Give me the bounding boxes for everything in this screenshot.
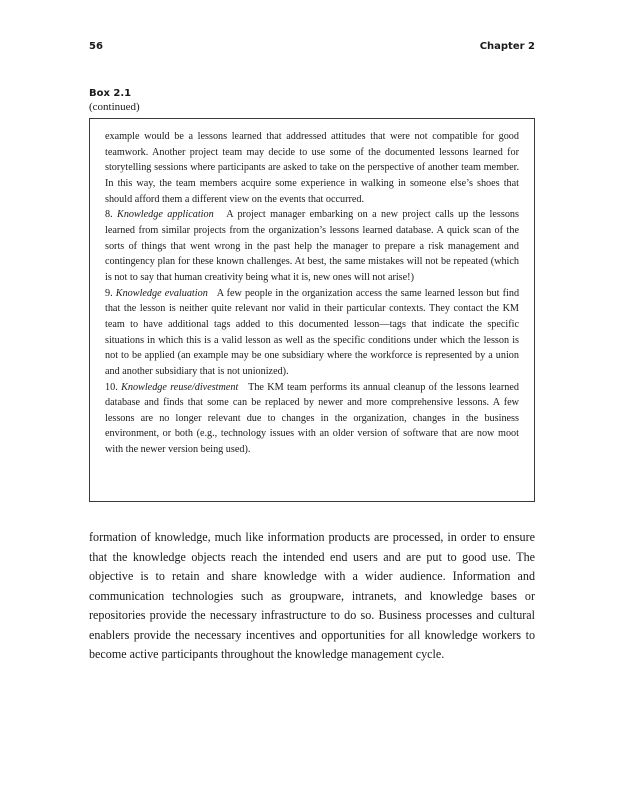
page-number: 56 <box>89 41 103 52</box>
box-item-knowledge-application <box>105 207 519 285</box>
chapter-title: Chapter 2 <box>479 41 535 52</box>
item-text: A project manager embarking on a new project calls up the lessons learned from similar projects from the organization’s lessons learned database. A quick scan of the sorts of things that went wrong in the past help the manager to prepare a risk management and contingency plan for these known challenges. At best, the same mistakes will not be repeated (which is not to say that human creativity being what it is, new ones will not arise!) <box>105 209 519 283</box>
box-intro-paragraph: example would be a lessons learned that addressed attitudes that were not compatible for good teamwork. Another project team may decide to use some of the documented lessons learned for storytelling sessions where participants are asked to take on the perspective of another team member. In this way, the team members acquire some experience in walking in someone else’s shoes that should afford them a different view on the events that occurred. <box>105 131 519 205</box>
box-continued-note: (continued) <box>89 101 140 113</box>
item-number: 8. <box>105 209 113 221</box>
running-head <box>89 41 535 52</box>
item-text: A few people in the organization access the same learned lesson but find that the lesson is neither quite relevant nor valid in their particular contexts. They contact the KM team to have additional tags added to this documented lesson—tags that indicate the specific situations in which this is a valid lesson as well as the specific conditions under which the lesson is not to be applied (an example may be one subsidiary where the workforce is represented by a union and another subsidiary that is not unionized). <box>105 287 520 377</box>
box-item-knowledge-evaluation <box>105 286 519 380</box>
box-label: Box 2.1 <box>89 88 132 99</box>
item-number: 10. <box>105 381 118 393</box>
item-term: Knowledge evaluation <box>115 287 208 299</box>
box-2-1 <box>89 118 535 502</box>
body-paragraph: formation of knowledge, much like information products are processed, in order to ensure that the knowledge objects reach the intended end users and are put to good use. The objective is to retain and share knowledge with a wider audience. Information and communication technologies such as groupware, intranets, and knowledge bases or repositories provide the necessary infrastructure to do so. Business processes and cultural enablers provide the necessary incentives and opportunities for all knowledge workers to become active participants throughout the knowledge management cycle. <box>89 530 535 661</box>
item-term: Knowledge reuse/divestment <box>121 381 239 393</box>
item-number: 9. <box>105 287 113 299</box>
item-term: Knowledge application <box>117 209 214 221</box>
box-item-knowledge-reuse <box>105 380 519 458</box>
item-text: The KM team performs its annual cleanup of the lessons learned database and finds that some can be replaced by newer and more comprehensive lessons. A few lessons are no longer relevant due to changes in the organization, changes in the business environment, or both (e.g., technology issues with an older version of software that are now moot with the newer version being used). <box>105 381 519 456</box>
